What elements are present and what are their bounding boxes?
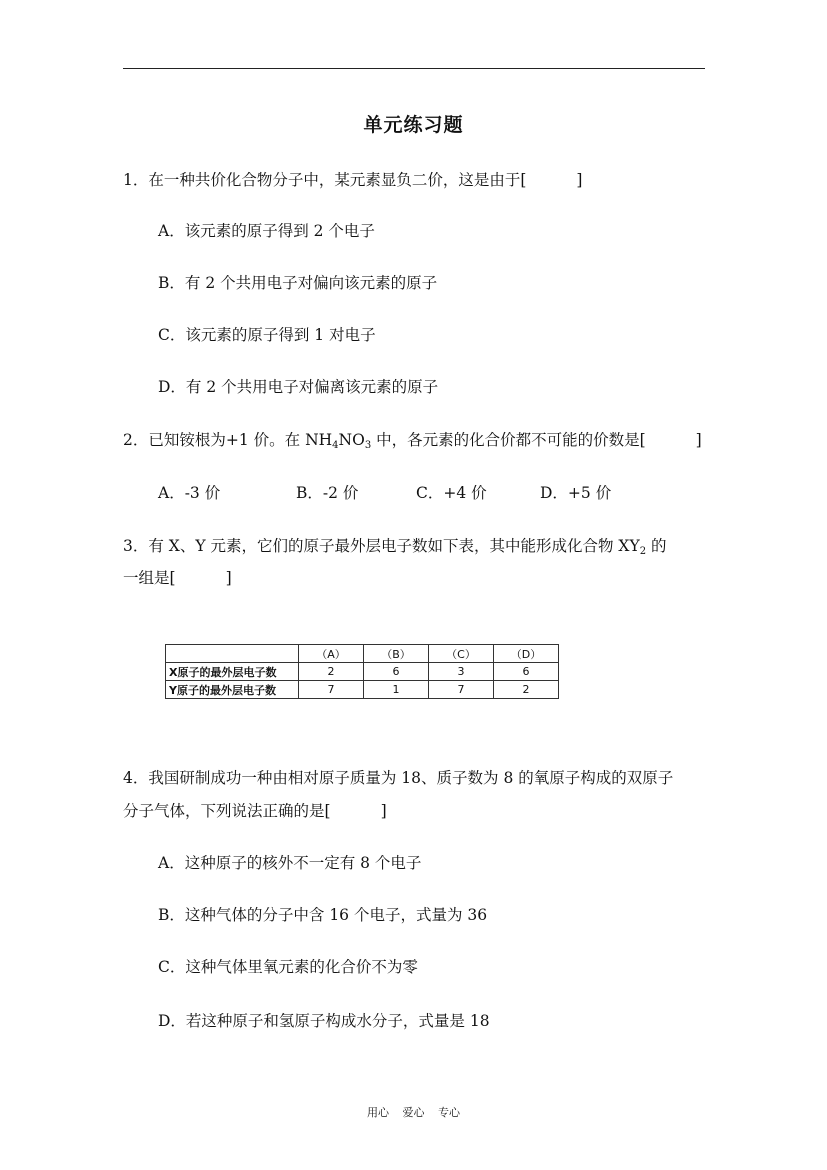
header-rule — [123, 68, 705, 69]
question-1-text: 1．在一种共价化合物分子中，某元素显负二价，这是由于[ — [123, 171, 527, 189]
question-4-option-b: B．这种气体的分子中含 16 个电子，式量为 36 — [158, 906, 488, 924]
table-header-cell: （B） — [364, 645, 429, 663]
question-2-text-c: 中，各元素的化合价都不可能的价数是[ — [371, 431, 646, 449]
table-cell: 1 — [364, 681, 429, 699]
question-3-stem — [123, 535, 667, 557]
table-cell: 6 — [494, 663, 559, 681]
table-header-cell: （A） — [299, 645, 364, 663]
bracket-close: ] — [225, 569, 232, 587]
table-header-cell: （D） — [494, 645, 559, 663]
page-title: 单元练习题 — [363, 114, 464, 136]
question-3-text-c: 一组是[ — [123, 569, 176, 587]
table-row-label: Y原子的最外层电子数 — [166, 681, 299, 699]
subscript: 2 — [639, 546, 647, 557]
table-cell: 2 — [494, 681, 559, 699]
question-3-text-b: 的 — [646, 537, 667, 555]
question-3-stem-line2 — [123, 567, 232, 589]
bracket-close: ] — [695, 431, 702, 449]
question-2-stem — [123, 429, 702, 451]
question-1-option-b: B．有 2 个共用电子对偏向该元素的原子 — [158, 274, 438, 292]
table-corner-cell — [166, 645, 299, 663]
question-3-text-a: 3．有 X、Y 元素，它们的原子最外层电子数如下表，其中能形成化合物 XY — [123, 537, 640, 555]
question-2-option-c: C．+4 价 — [416, 484, 487, 502]
question-1-option-c: C．该元素的原子得到 1 对电子 — [158, 326, 376, 344]
electron-table — [165, 644, 559, 699]
table-cell: 3 — [429, 663, 494, 681]
subscript: 3 — [364, 440, 372, 451]
table-cell: 2 — [299, 663, 364, 681]
question-1-option-a: A．该元素的原子得到 2 个电子 — [158, 222, 375, 240]
question-2-option-a: A．-3 价 — [158, 484, 221, 502]
question-2-text-b: NO — [338, 431, 365, 449]
table-header-cell: （C） — [429, 645, 494, 663]
question-4-option-a: A．这种原子的核外不一定有 8 个电子 — [158, 854, 422, 872]
bracket-close: ] — [576, 171, 583, 189]
question-2-option-b: B．-2 价 — [296, 484, 359, 502]
table-cell: 7 — [429, 681, 494, 699]
question-1-stem — [123, 169, 582, 191]
question-4-stem: 4．我国研制成功一种由相对原子质量为 18、质子数为 8 的氧原子构成的双原子 — [123, 769, 674, 787]
question-4-text: 分子气体，下列说法正确的是[ — [123, 802, 331, 820]
table-row-label: X原子的最外层电子数 — [166, 663, 299, 681]
table-row — [166, 663, 559, 681]
table-cell: 7 — [299, 681, 364, 699]
question-4-stem-line2 — [123, 800, 387, 822]
question-4-option-c: C．这种气体里氧元素的化合价不为零 — [158, 958, 418, 976]
table-cell: 6 — [364, 663, 429, 681]
bracket-close: ] — [380, 802, 387, 820]
subscript: 4 — [332, 440, 339, 451]
question-2-text-a: 2．已知铵根为+1 价。在 NH — [123, 431, 333, 449]
question-4-option-d: D．若这种原子和氢原子构成水分子，式量是 18 — [158, 1012, 490, 1030]
table-header-row — [166, 645, 559, 663]
question-2-option-d: D．+5 价 — [540, 484, 612, 502]
question-1-option-d: D．有 2 个共用电子对偏离该元素的原子 — [158, 378, 439, 396]
table-row — [166, 681, 559, 699]
page-footer: 用心 爱心 专心 — [367, 1106, 460, 1119]
